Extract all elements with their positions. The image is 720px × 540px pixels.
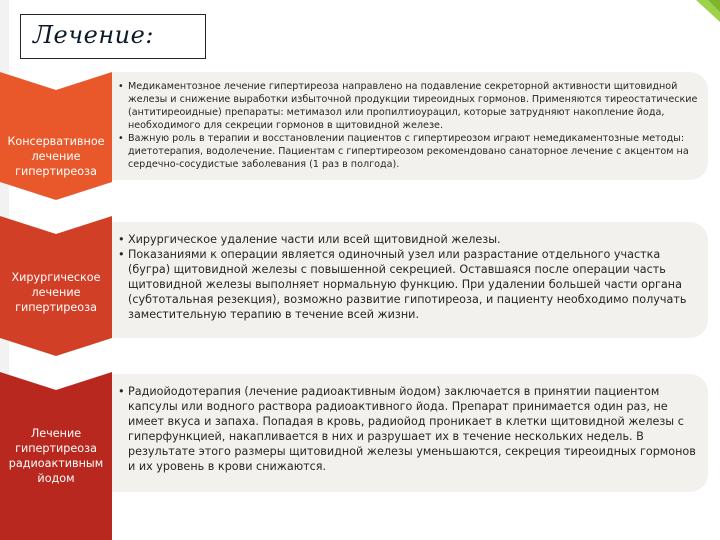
- section-chevron-radioiodine: [0, 372, 112, 540]
- section-label-conservative: Консервативное лечение гипертиреоза: [7, 135, 105, 178]
- section-chevron-surgical: [0, 216, 112, 356]
- content-card-surgical: [112, 222, 708, 338]
- bullet-conservative-2: • Важную роль в терапии и восстановлении пациентов с гипертиреозом играют немедикаментозные методы: диетотерапия, водолечение. Пациентам с гипертиреозом рекомендовано санаторное лечение с акцентом на сердечно-сосудистые заболевания (1 раз в полгода).: [118, 132, 702, 171]
- content-card-radioiodine: [112, 374, 708, 492]
- bullet-surgical-2: • Показаниями к операции является одиночный узел или разрастание отдельного участка (бугра) щитовидной железы с повышенной секрецией. Оставшаяся после операции часть щитовидной железы выполняет нормальную функцию. При удалении большей части органа (субтотальная резекция), возможно развитие гипотиреоза, и пациенту необходимо получать заместительную терапию в течение всей жизни.: [118, 247, 702, 322]
- content-card-conservative: [112, 72, 708, 180]
- bullet-surgical-1: • Хирургическое удаление части или всей щитовидной железы.: [118, 232, 702, 247]
- title-box: [20, 14, 206, 59]
- corner-arrow-icon: [688, 0, 720, 22]
- section-label-radioiodine: Лечение гипертиреоза радиоактивным йодом: [8, 427, 104, 485]
- section-chevron-conservative: [0, 72, 112, 200]
- page-title: Лечение:: [33, 21, 154, 49]
- section-label-surgical: Хирургическое лечение гипертиреоза: [11, 271, 101, 314]
- bullet-radioiodine-1: • Радиойодотерапия (лечение радиоактивным йодом) заключается в принятии пациентом капсулы или водного раствора радиоактивного йода. Препарат принимается один раз, не имеет вкуса и запаха. Попадая в кровь, радиойод проникает в клетки щитовидной железы с гиперфункцией, накапливается в них и разрушает их в течение нескольких недель. В результате этого размеры щитовидной железы уменьшаются, секреция тиреоидных гормонов и их уровень в крови снижаются.: [118, 384, 702, 474]
- bullet-conservative-1: • Медикаментозное лечение гипертиреоза направлено на подавление секреторной активности щитовидной железы и снижение выработки избыточной продукции тиреоидных гормонов. Применяются тиреостатические (антитиреоидные) препараты: метимазол или пропилтиоурацил, которые затрудняют накопление йода, необходимого для секреции гормонов в щитовидной железе.: [118, 80, 702, 132]
